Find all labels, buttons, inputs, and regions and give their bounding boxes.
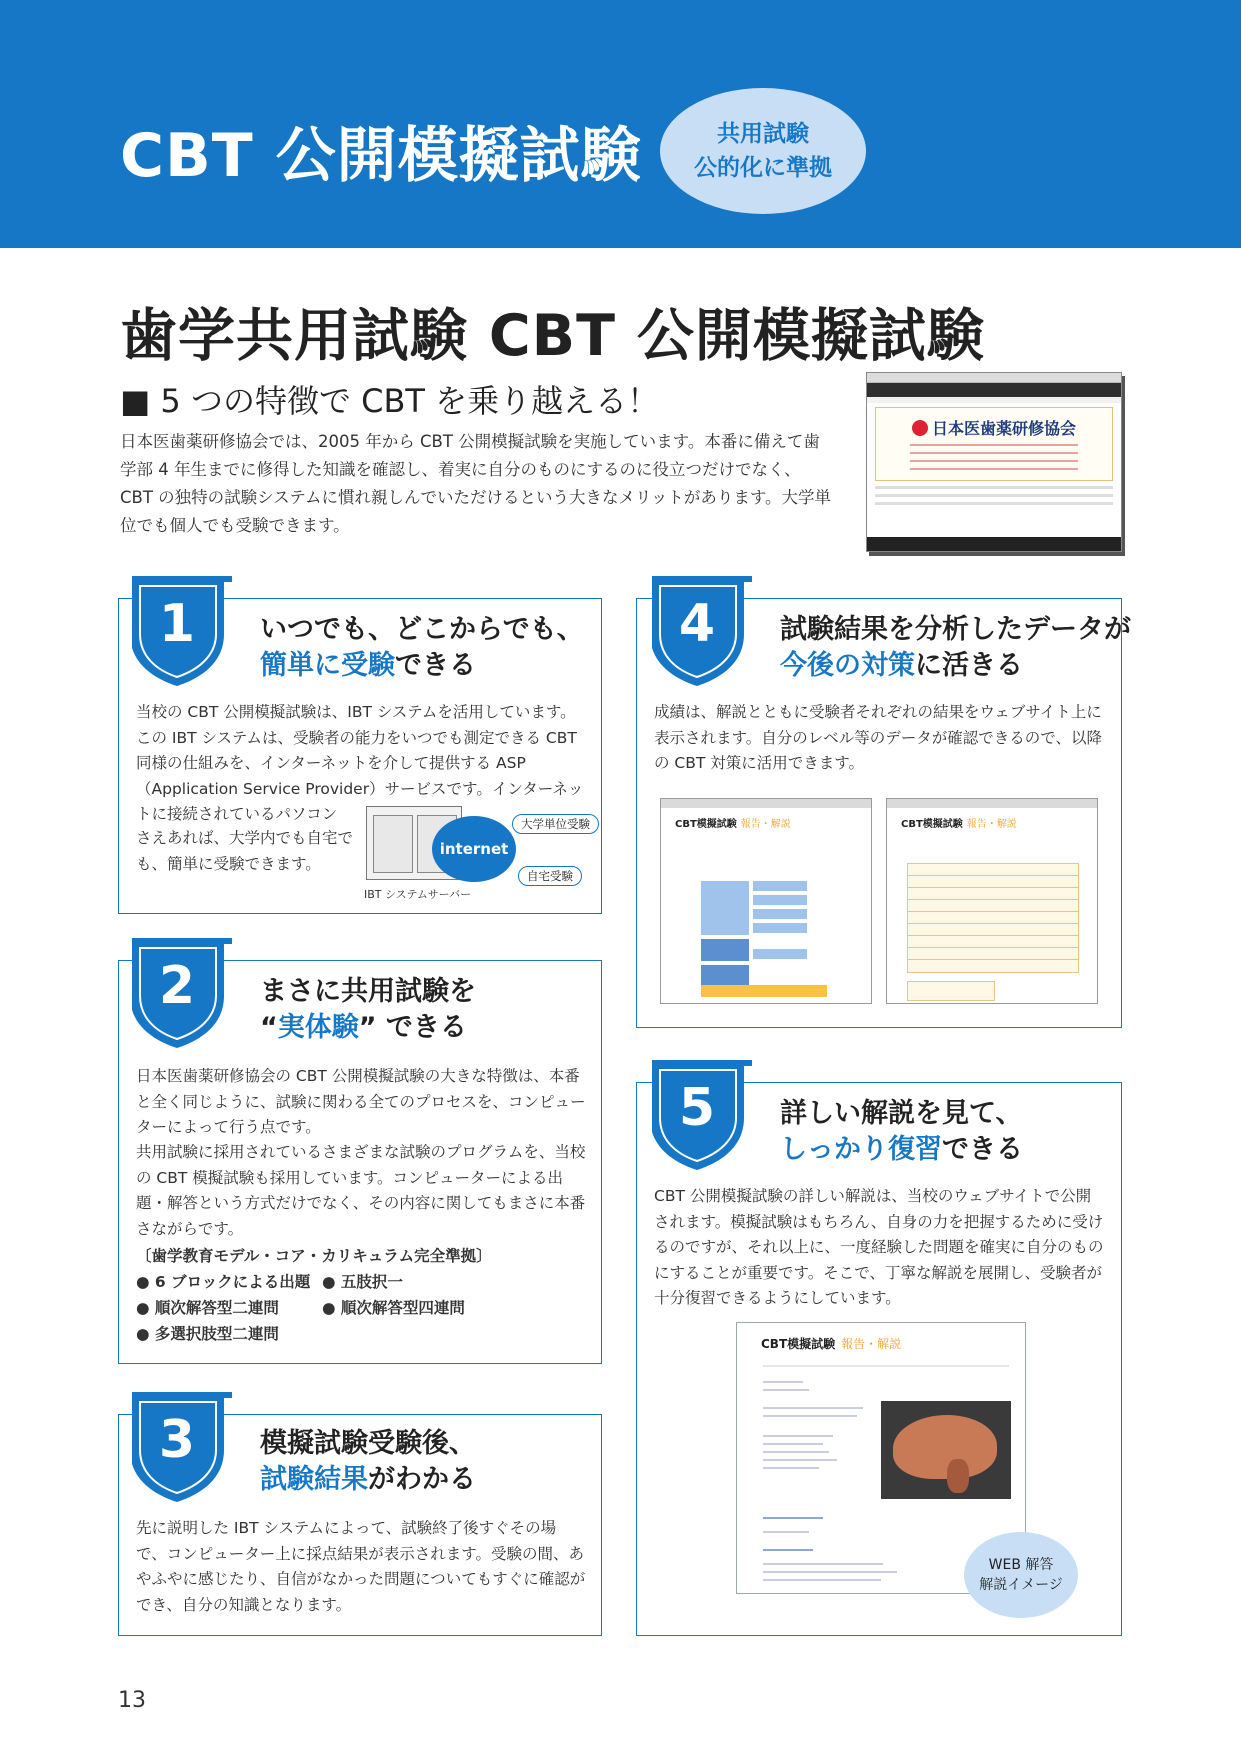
text-line <box>763 1389 809 1391</box>
result-screen-right <box>886 798 1098 1004</box>
feature-number: 3 <box>158 1410 196 1470</box>
block-item <box>753 909 807 919</box>
feature-number: 2 <box>158 956 196 1016</box>
web-bubble-line1: WEB 解答 <box>988 1557 1054 1573</box>
curriculum-title: 〔歯学教育モデル・コア・カリキュラム完全準拠〕 <box>136 1247 492 1265</box>
feature-heading-highlight: 今後の対策 <box>780 650 915 681</box>
feature-heading-rest: がわかる <box>368 1464 476 1495</box>
feature-heading-highlight: 試験結果 <box>260 1464 368 1495</box>
page-title: 歯学共用試験 CBT 公開模擬試験 <box>120 303 985 369</box>
list-item: ● 五肢択一 <box>322 1273 403 1291</box>
feature-heading-line1: 詳しい解説を見て、 <box>780 1098 1023 1129</box>
banner-line <box>910 444 1078 446</box>
feature-number-badge-5 <box>652 1060 752 1172</box>
list-item: ● 順次解答型二連問 <box>136 1299 279 1317</box>
news-line <box>875 486 1113 489</box>
feature-heading-highlight: しっかり復習 <box>780 1134 942 1165</box>
web-explanation-bubble <box>964 1532 1078 1618</box>
brain-lobe <box>893 1415 997 1479</box>
banner-line <box>910 452 1078 454</box>
feature-heading-line1: 模擬試験受験後、 <box>260 1428 476 1459</box>
result-screen-left <box>660 798 872 1004</box>
header-title: CBT 公開模擬試験 <box>120 121 642 191</box>
text-line <box>763 1381 803 1383</box>
block-group <box>701 881 749 935</box>
internet-cloud: internet <box>432 816 516 882</box>
table-row <box>907 875 1079 876</box>
score-table <box>907 863 1079 973</box>
feature-heading-highlight: 実体験 <box>277 1012 359 1043</box>
block-group <box>701 939 749 961</box>
block-item <box>753 923 807 933</box>
list-item: ● 順次解答型四連問 <box>322 1299 465 1317</box>
text-line <box>763 1563 883 1565</box>
feature-heading-rest: できる <box>395 650 476 681</box>
site-logo-text: 日本医歯薬研修協会 <box>931 419 1076 438</box>
text-line <box>763 1467 819 1469</box>
feature-body-5: CBT 公開模擬試験の詳しい解説は、当校のウェブサイトで公開されます。模擬試験はもちろん、自身の力を把握するために受けるのですが、それ以上に、一度経験した問題を確実に自分のものにすることが重要です。そこで、丁寧な解説を展開し、受験者が十分復習できるようにしています。 <box>654 1187 1104 1307</box>
news-line <box>875 494 1113 497</box>
browser-titlebar <box>867 373 1121 383</box>
web-bubble-line2: 解説イメージ <box>979 1577 1063 1593</box>
server-label: IBT システムサーバー <box>364 888 472 901</box>
header-rule <box>763 1365 1009 1367</box>
question-table <box>907 981 995 1001</box>
feature-number-badge-1 <box>132 576 232 688</box>
header-bubble-line1: 共用試験 <box>717 121 809 147</box>
screen-title: CBT模擬試験 報告・解説 <box>761 1337 902 1351</box>
table-row <box>907 935 1079 936</box>
table-row <box>907 959 1079 960</box>
intro-paragraph: 日本医歯薬研修協会では、2005 年から CBT 公開模擬試験を実施しています。本番に備えて歯学部 4 年生までに修得した知識を確認し、着実に自分のものにするのに役立つだけでなく、CBT の独特の試験システムに慣れ親しんでいただけるという大きなメリットがあります。大学単位でも個人でも受験できます。 <box>120 432 832 535</box>
header-bubble <box>660 88 866 214</box>
site-subnav <box>867 397 1121 403</box>
table-row <box>907 947 1079 948</box>
feature-heading-prefix: “ <box>260 1012 278 1043</box>
feature-heading-rest: できる <box>942 1134 1023 1165</box>
site-logo <box>876 416 1112 439</box>
table-row <box>907 923 1079 924</box>
feature-heading-line1: まさに共用試験を <box>260 976 476 1007</box>
result-button <box>701 985 827 997</box>
feature-heading-3 <box>260 1426 476 1498</box>
feature-heading-highlight: 簡単に受験 <box>260 650 395 681</box>
feature-number: 4 <box>678 594 716 654</box>
table-row <box>907 899 1079 900</box>
tag-home-exam: 自宅受験 <box>518 866 582 886</box>
feature-heading-rest: に活きる <box>915 650 1023 681</box>
site-navbar <box>867 383 1121 397</box>
feature-number: 5 <box>678 1078 716 1138</box>
text-line <box>763 1517 823 1519</box>
feature-heading-5 <box>780 1096 1023 1168</box>
feature-number-badge-4 <box>652 576 752 688</box>
feature-number: 1 <box>158 594 196 654</box>
text-line <box>763 1459 837 1461</box>
feature-body-1b: さえあれば、大学内でも自宅でも、簡単に受験できます。 <box>136 829 354 873</box>
block-item <box>753 881 807 891</box>
browser-titlebar <box>887 799 1097 808</box>
screen-title: CBT模擬試験 報告・解説 <box>901 819 1017 830</box>
page-number: 13 <box>118 1688 146 1713</box>
site-footer <box>867 537 1121 551</box>
website-screenshot <box>866 372 1122 552</box>
list-item: ● 6 ブロックによる出題 <box>136 1273 311 1291</box>
feature-heading-rest: ” できる <box>358 1012 467 1043</box>
feature-heading-line1: いつでも、どこからでも、 <box>260 614 584 645</box>
page-subtitle: ■ 5 つの特徴で CBT を乗り越える！ <box>120 382 660 420</box>
brain-stem <box>947 1459 969 1493</box>
table-row <box>907 911 1079 912</box>
block-item <box>753 949 807 959</box>
feature-body-4: 成績は、解説とともに受験者それぞれの結果をウェブサイト上に表示されます。自分のレベル等のデータが確認できるので、以降の CBT 対策に活用できます。 <box>654 703 1102 772</box>
server-cabinet <box>373 815 413 873</box>
header-band <box>0 0 1241 248</box>
text-line <box>763 1531 809 1533</box>
text-line <box>763 1415 857 1417</box>
list-item: ● 多選択肢型二連問 <box>136 1325 279 1343</box>
feature-body-1: 当校の CBT 公開模擬試験は、IBT システムを活用しています。この IBT システムは、受験者の能力をいつでも測定できる CBT 同様の仕組みを、インターネットを介して提供する ASP（Application Service Provider）サービスです。インターネットに接続されているパソコン <box>136 703 584 823</box>
logo-mark-icon <box>912 420 928 436</box>
text-line <box>763 1407 863 1409</box>
text-line <box>763 1549 813 1551</box>
tag-university-exam: 大学単位受験 <box>512 814 599 834</box>
feature-body-3: 先に説明した IBT システムによって、試験終了後すぐその場で、コンピューター上に採点結果が表示されます。受験の間、あやふやに感じたり、自信がなかった問題についてもすぐに確認ができ、自分の知識となります。 <box>136 1519 586 1614</box>
news-line <box>875 502 1113 505</box>
text-line <box>763 1443 823 1445</box>
text-line <box>763 1571 897 1573</box>
brain-photo <box>881 1401 1011 1499</box>
site-banner <box>875 407 1113 481</box>
feature-heading-2 <box>260 974 476 1046</box>
screen-title: CBT模擬試験 報告・解説 <box>675 819 791 830</box>
text-line <box>763 1451 829 1453</box>
block-item <box>753 895 807 905</box>
feature-number-badge-2 <box>132 938 232 1050</box>
banner-line <box>910 468 1078 470</box>
feature-number-badge-3 <box>132 1392 232 1504</box>
block-group <box>701 965 749 987</box>
feature-body-2b: 共用試験に採用されているさまざまな試験のプログラムを、当校の CBT 模擬試験も採用しています。コンピューターによる出題・解答という方式だけでなく、その内容に関してもまさに本番さながらです。 <box>136 1143 586 1238</box>
text-line <box>763 1435 833 1437</box>
browser-titlebar <box>661 799 871 808</box>
feature-heading-line1: 試験結果を分析したデータが <box>780 614 1131 645</box>
header-bubble-line2: 公的化に準拠 <box>694 155 832 181</box>
feature-body-2: 日本医歯薬研修協会の CBT 公開模擬試験の大きな特徴は、本番と全く同じように、試験に関わる全てのプロセスを、コンピューターによって行う点です。 <box>136 1067 586 1136</box>
banner-line <box>910 460 1078 462</box>
table-row <box>907 887 1079 888</box>
feature-heading-4 <box>780 612 1131 684</box>
feature-heading-1 <box>260 612 584 684</box>
text-line <box>763 1579 881 1581</box>
